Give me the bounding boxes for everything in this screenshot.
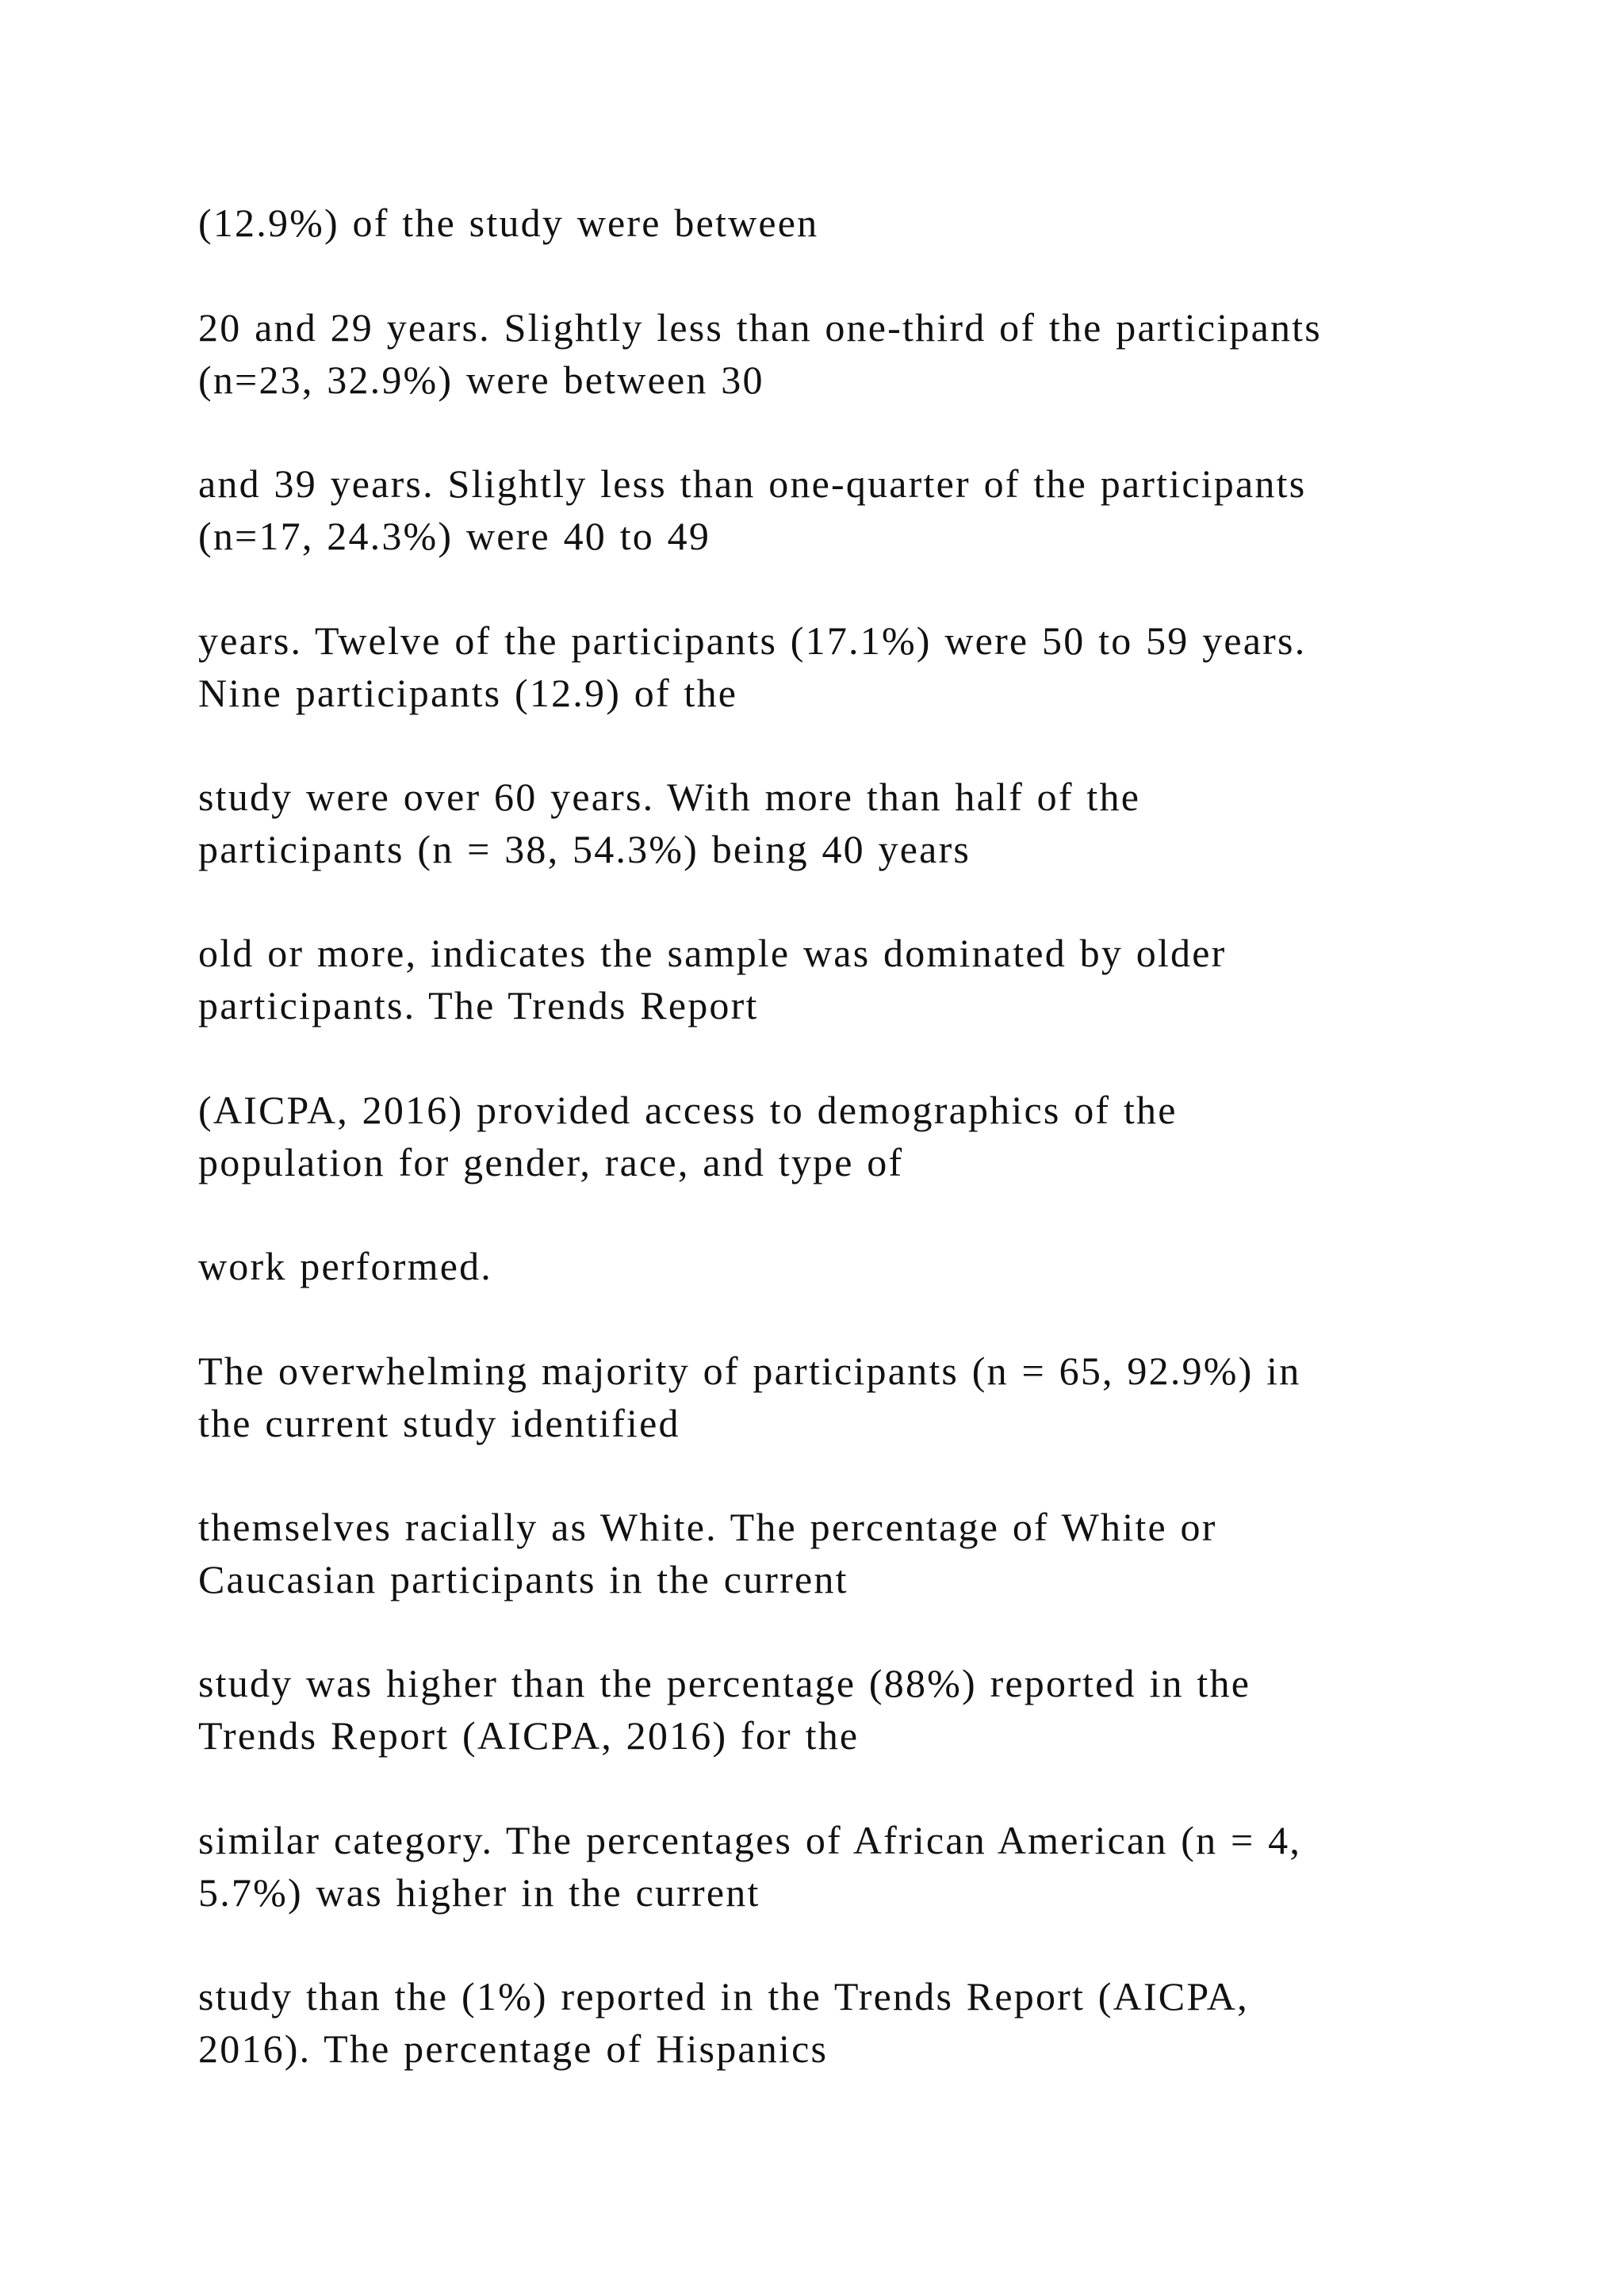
text-line: (AICPA, 2016) provided access to demographics of the bbox=[198, 1088, 1178, 1132]
text-line: similar category. The percentages of African American (n = 4, bbox=[198, 1818, 1302, 1862]
text-line: 5.7%) was higher in the current bbox=[198, 1870, 760, 1915]
text-line: population for gender, race, and type of bbox=[198, 1140, 904, 1184]
text-line: (n=23, 32.9%) were between 30 bbox=[198, 358, 764, 402]
text-line: Trends Report (AICPA, 2016) for the bbox=[198, 1713, 860, 1758]
text-line: Nine participants (12.9) of the bbox=[198, 671, 738, 715]
text-line: 2016). The percentage of Hispanics bbox=[198, 2026, 829, 2071]
text-line: 20 and 29 years. Slightly less than one-third of the participants bbox=[198, 305, 1322, 350]
text-line: The overwhelming majority of participants (n = 65, 92.9%) in bbox=[198, 1349, 1301, 1393]
text-line: years. Twelve of the participants (17.1%) were 50 to 59 years. bbox=[198, 618, 1307, 663]
text-line: participants (n = 38, 54.3%) being 40 years bbox=[198, 827, 971, 871]
text-line: work performed. bbox=[198, 1244, 492, 1288]
text-line: study was higher than the percentage (88%) reported in the bbox=[198, 1661, 1251, 1705]
text-line: the current study identified bbox=[198, 1401, 680, 1445]
text-line: and 39 years. Slightly less than one-quarter of the participants bbox=[198, 461, 1307, 506]
text-line: study were over 60 years. With more than half of the bbox=[198, 775, 1141, 819]
text-line: (12.9%) of the study were between bbox=[198, 201, 819, 245]
text-line: themselves racially as White. The percentage of White or bbox=[198, 1505, 1217, 1549]
text-line: old or more, indicates the sample was dominated by older bbox=[198, 931, 1227, 975]
text-line: Caucasian participants in the current bbox=[198, 1557, 848, 1601]
text-line: study than the (1%) reported in the Trends Report (AICPA, bbox=[198, 1974, 1249, 2019]
text-line: participants. The Trends Report bbox=[198, 983, 759, 1027]
text-line: (n=17, 24.3%) were 40 to 49 bbox=[198, 514, 711, 558]
